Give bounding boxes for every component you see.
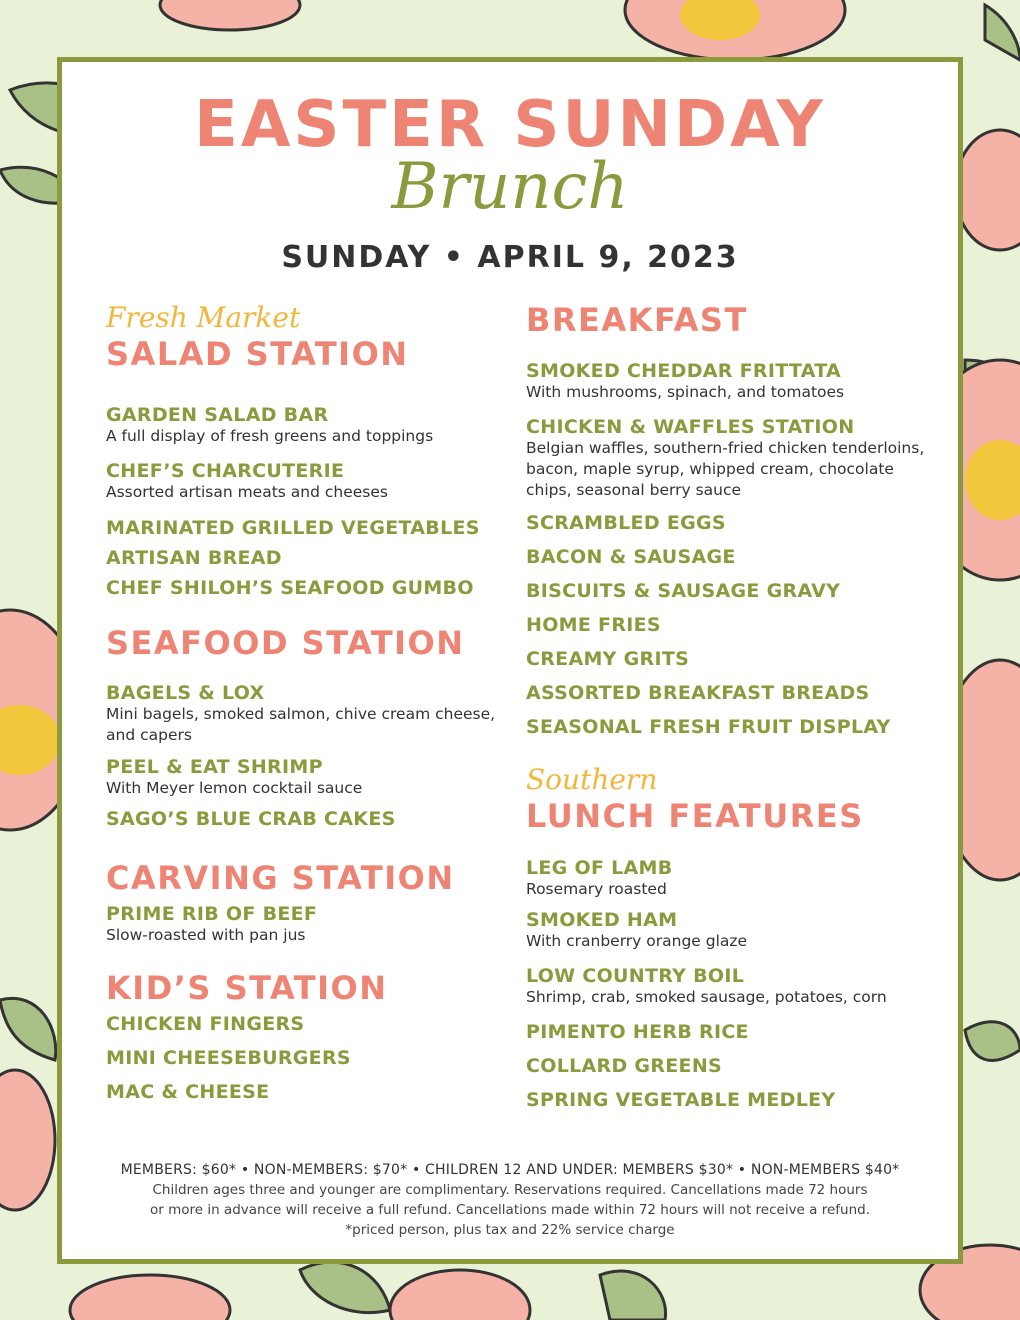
menu-item <box>526 1089 936 1111</box>
menu-item <box>106 577 506 599</box>
carving-station-title: CARVING STATION <box>106 859 455 897</box>
seafood-station-title: SEAFOOD STATION <box>106 624 465 662</box>
item-name: LEG OF LAMB <box>526 857 673 879</box>
menu-item <box>526 1055 936 1077</box>
item-description: Slow-roasted with pan jus <box>106 926 306 944</box>
salad-station-title: SALAD STATION <box>106 335 409 373</box>
menu-item <box>526 648 936 670</box>
menu-item <box>106 808 506 830</box>
menu-item <box>106 682 506 746</box>
menu-item <box>526 614 936 636</box>
item-description: With cranberry orange glaze <box>526 932 748 950</box>
carving-station-section <box>106 858 506 898</box>
item-description: Rosemary roasted <box>526 880 667 898</box>
menu-card <box>57 57 963 1264</box>
menu-item <box>526 1021 936 1043</box>
pricing-footnote: *priced person, plus tax and 22% service charge <box>345 1222 675 1238</box>
item-description: Mini bagels, smoked salmon, chive cream cheese, and capers <box>106 705 496 744</box>
event-date: SUNDAY • APRIL 9, 2023 <box>281 240 739 275</box>
item-name: CREAMY GRITS <box>526 648 690 670</box>
pricing-footer <box>62 1160 958 1240</box>
item-name: SCRAMBLED EGGS <box>526 512 726 534</box>
item-name: ASSORTED BREAKFAST BREADS <box>526 682 870 704</box>
lunch-features-title: LUNCH FEATURES <box>526 797 864 835</box>
price-line: MEMBERS: $60* • NON-MEMBERS: $70* • CHILDREN 12 AND UNDER: MEMBERS $30* • NON-MEMBERS $40* <box>120 1162 900 1178</box>
item-name: CHEF’S CHARCUTERIE <box>106 460 345 482</box>
item-name: SMOKED CHEDDAR FRITTATA <box>526 360 842 382</box>
title-brunch: Brunch <box>391 150 629 224</box>
menu-item <box>106 1081 506 1103</box>
menu-item <box>526 965 936 1008</box>
menu-item <box>526 360 936 403</box>
policy-note-2: or more in advance will receive a full refund. Cancellations made within 72 hours will not receive a refund. <box>149 1202 871 1218</box>
menu-item <box>106 903 506 946</box>
menu-item <box>526 857 936 900</box>
menu-item <box>526 580 936 602</box>
item-name: COLLARD GREENS <box>526 1055 722 1077</box>
item-name: CHICKEN & WAFFLES STATION <box>526 416 855 438</box>
menu-item <box>106 756 506 799</box>
kids-station-title: KID’S STATION <box>106 969 388 1007</box>
policy-note-1: Children ages three and younger are complimentary. Reservations required. Cancellations made 72 hours <box>152 1182 868 1198</box>
item-name: ARTISAN BREAD <box>106 547 282 569</box>
menu-item <box>526 716 936 738</box>
item-name: GARDEN SALAD BAR <box>106 404 329 426</box>
item-name: SPRING VEGETABLE MEDLEY <box>526 1089 836 1111</box>
item-name: PEEL & EAT SHRIMP <box>106 756 323 778</box>
item-name: SAGO’S BLUE CRAB CAKES <box>106 808 396 830</box>
item-name: MINI CHEESEBURGERS <box>106 1047 351 1069</box>
lunch-script-label: Southern <box>526 763 658 796</box>
seafood-station-section <box>106 623 506 663</box>
item-name: BISCUITS & SAUSAGE GRAVY <box>526 580 841 602</box>
menu-item <box>106 460 506 503</box>
breakfast-title: BREAKFAST <box>526 301 748 339</box>
salad-station-section <box>106 302 506 374</box>
item-name: LOW COUNTRY BOIL <box>526 965 745 987</box>
menu-item <box>106 1047 506 1069</box>
breakfast-section <box>526 300 936 340</box>
menu-item <box>106 517 506 539</box>
item-description: Belgian waffles, southern-fried chicken tenderloins, bacon, maple syrup, whipped cream, chocolate chips, seasonal berry sauce <box>526 439 925 499</box>
menu-item <box>526 909 936 952</box>
item-description: With Meyer lemon cocktail sauce <box>106 779 363 797</box>
item-description: Shrimp, crab, smoked sausage, potatoes, corn <box>526 988 887 1006</box>
item-name: BAGELS & LOX <box>106 682 265 704</box>
item-name: CHEF SHILOH’S SEAFOOD GUMBO <box>106 577 474 599</box>
menu-item <box>526 682 936 704</box>
title-easter-sunday: EASTER SUNDAY <box>194 88 826 162</box>
salad-script-label: Fresh Market <box>106 301 301 334</box>
item-name: MARINATED GRILLED VEGETABLES <box>106 517 480 539</box>
item-description: A full display of fresh greens and toppings <box>106 427 434 445</box>
item-name: MAC & CHEESE <box>106 1081 270 1103</box>
menu-item <box>526 546 936 568</box>
item-name: CHICKEN FINGERS <box>106 1013 305 1035</box>
menu-item <box>526 416 936 501</box>
item-name: PRIME RIB OF BEEF <box>106 903 318 925</box>
lunch-features-section <box>526 764 936 836</box>
item-name: SEASONAL FRESH FRUIT DISPLAY <box>526 716 891 738</box>
item-name: BACON & SAUSAGE <box>526 546 736 568</box>
kids-station-section <box>106 968 506 1008</box>
item-name: SMOKED HAM <box>526 909 678 931</box>
menu-item <box>526 512 936 534</box>
item-description: Assorted artisan meats and cheeses <box>106 483 388 501</box>
menu-item <box>106 404 506 447</box>
menu-item <box>106 547 506 569</box>
item-name: PIMENTO HERB RICE <box>526 1021 749 1043</box>
item-name: HOME FRIES <box>526 614 661 636</box>
menu-item <box>106 1013 506 1035</box>
item-description: With mushrooms, spinach, and tomatoes <box>526 383 845 401</box>
